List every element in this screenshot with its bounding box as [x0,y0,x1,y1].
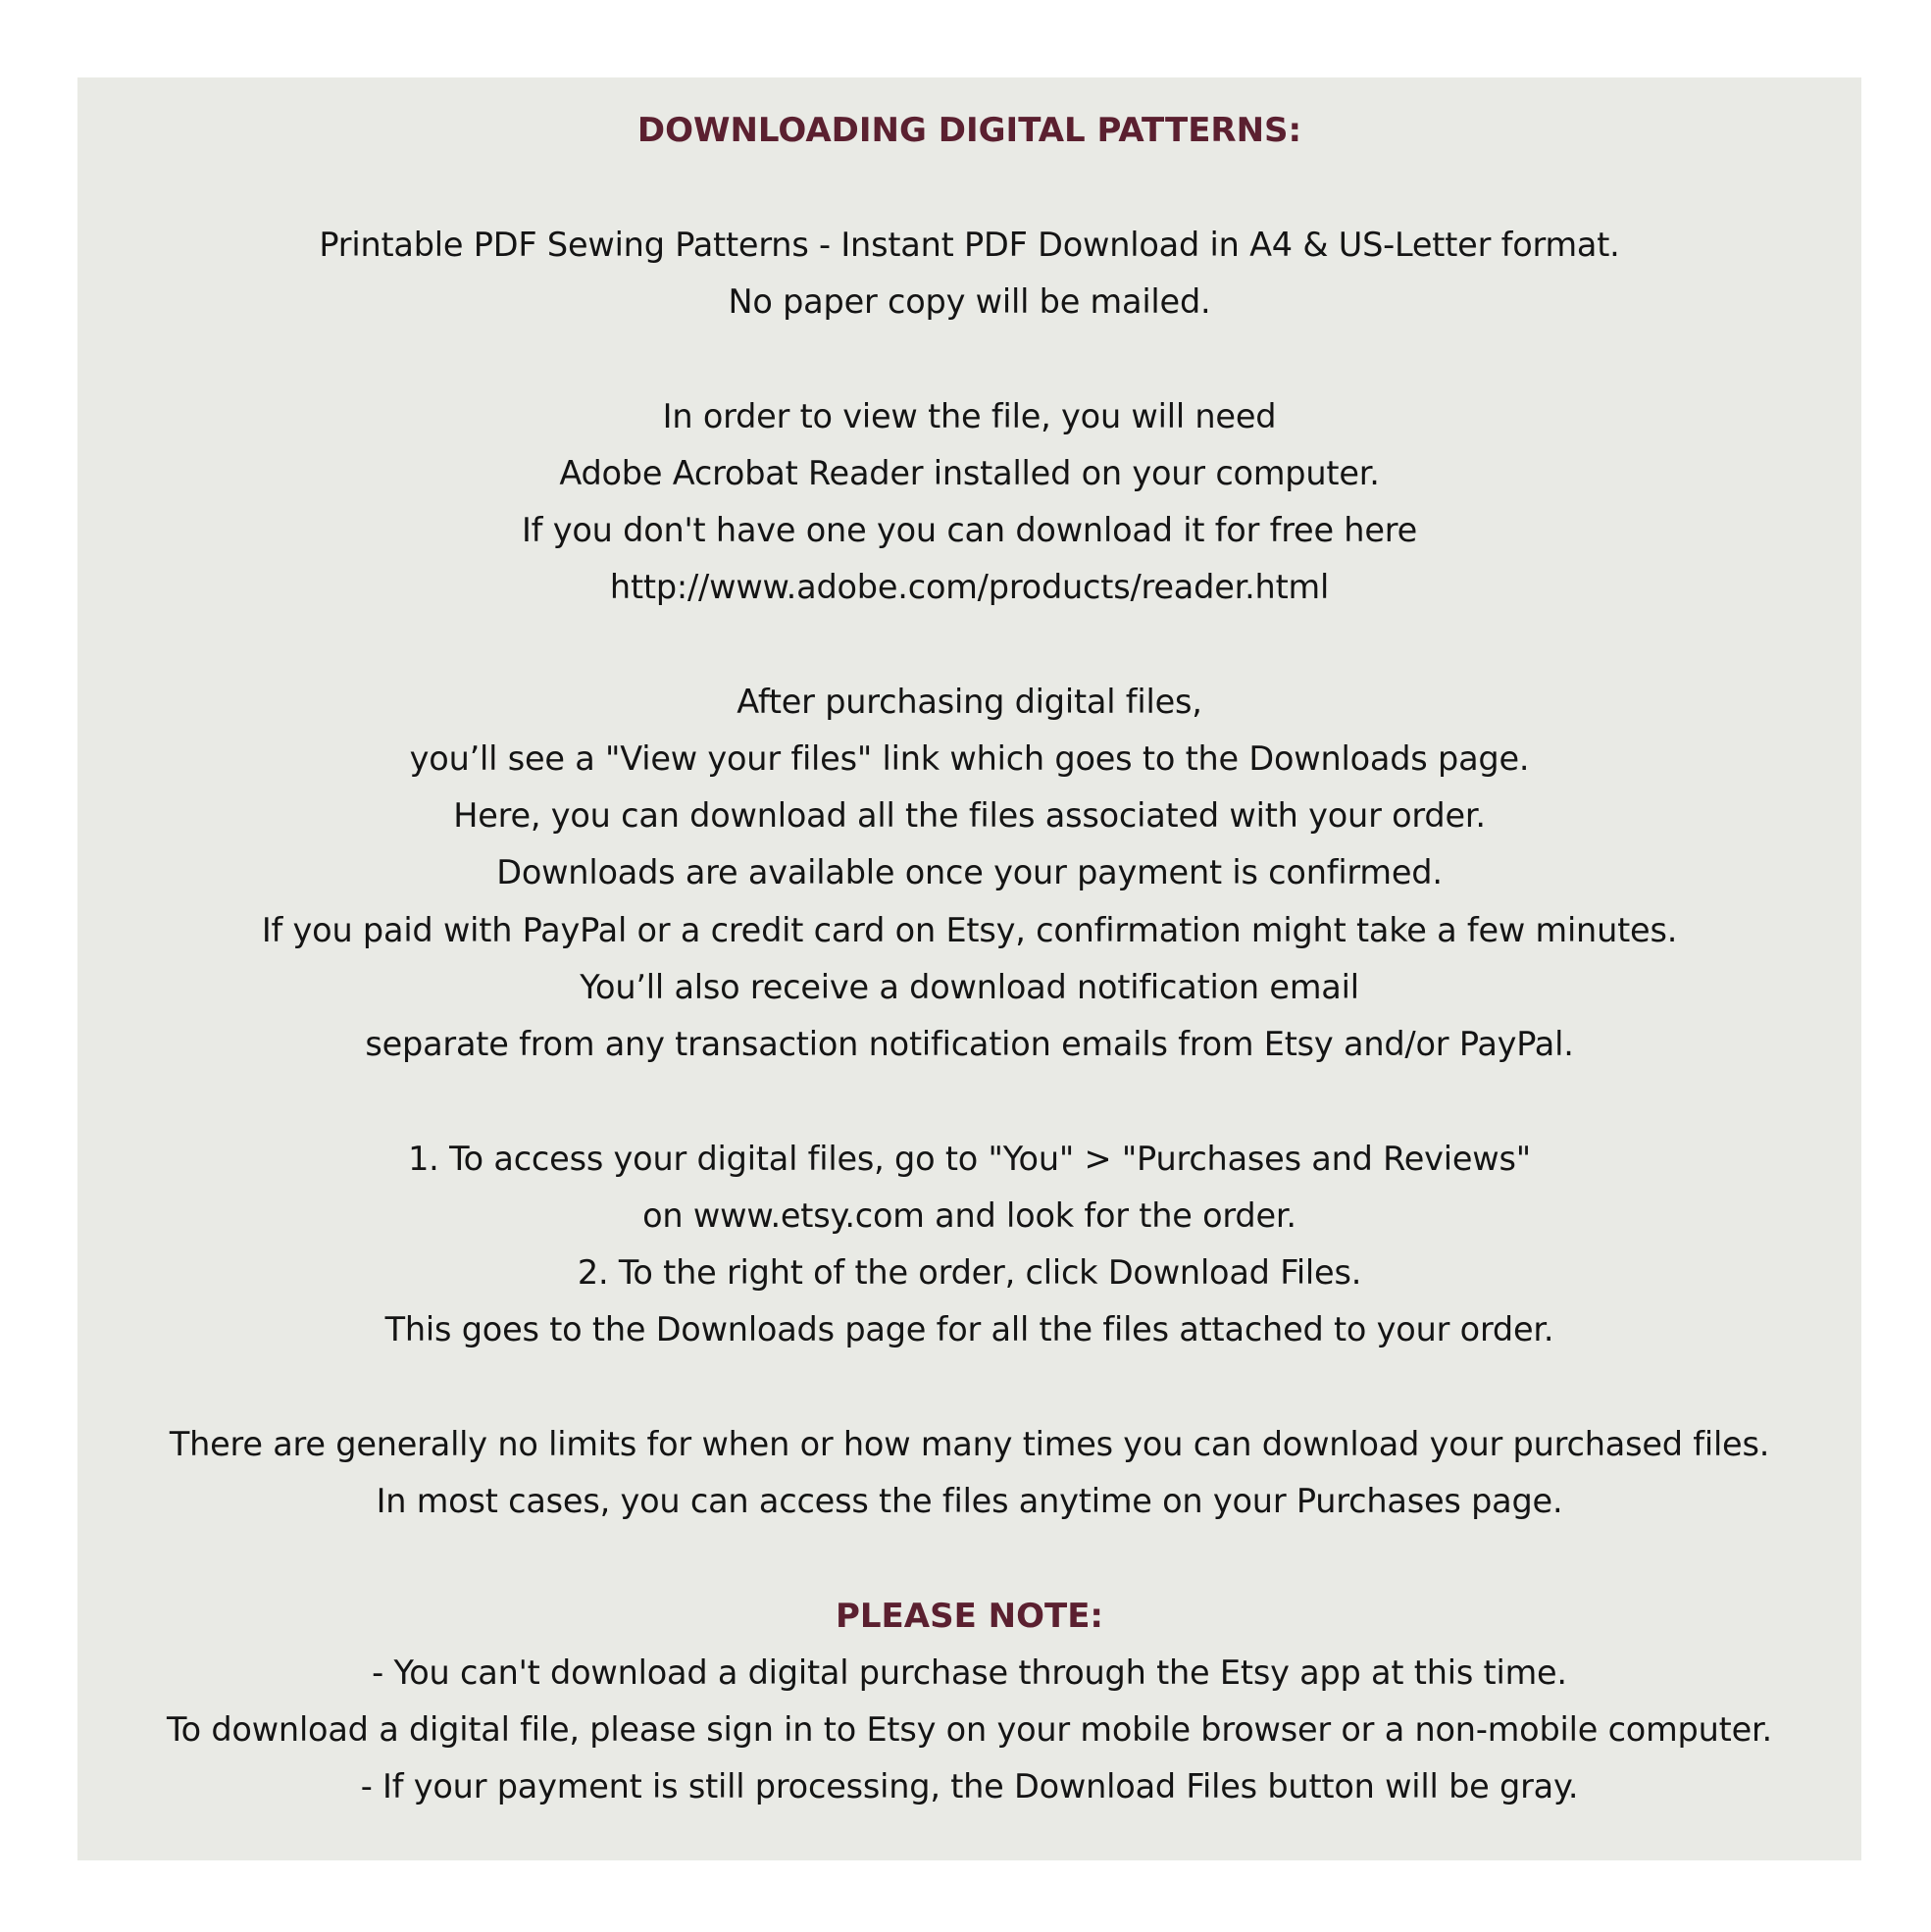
steps-line-1: 1. To access your digital files, go to "You" > "Purchases and Reviews" [408,1140,1531,1178]
after-purchase-line-2: you’ll see a "View your files" link which goes to the Downloads page. [409,739,1530,778]
page-title: DOWNLOADING DIGITAL PATTERNS: [636,111,1302,150]
intro-line-2: No paper copy will be mailed. [728,282,1211,321]
reader-line-2: Adobe Acrobat Reader installed on your computer. [559,454,1380,492]
reader-line-1: In order to view the file, you will need [662,397,1277,435]
steps-line-4: This goes to the Downloads page for all the files attached to your order. [384,1310,1554,1348]
after-purchase-line-3: Here, you can download all the files associated with your order. [453,796,1486,835]
please-note-heading: PLEASE NOTE: [835,1597,1104,1636]
adobe-reader-link[interactable]: http://www.adobe.com/products/reader.html [609,568,1330,606]
limits-line-1: There are generally no limits for when or how many times you can download your purchased files. [169,1425,1770,1463]
note-line-1: - You can't download a digital purchase through the Etsy app at this time. [372,1653,1567,1692]
steps-line-2: on www.etsy.com and look for the order. [642,1196,1296,1235]
after-purchase-line-1: After purchasing digital files, [737,683,1202,721]
after-purchase-line-6: You’ll also receive a download notification email [580,968,1359,1006]
after-purchase-line-4: Downloads are available once your payment is confirmed. [496,853,1443,891]
after-purchase-line-7: separate from any transaction notification emails from Etsy and/or PayPal. [365,1025,1574,1063]
note-line-2: To download a digital file, please sign in to Etsy on your mobile browser or a non-mobile computer. [167,1710,1772,1749]
info-panel [77,77,1861,1860]
reader-line-3: If you don't have one you can download it for free here [522,511,1417,549]
after-purchase-line-5: If you paid with PayPal or a credit card on Etsy, confirmation might take a few minutes. [261,911,1678,949]
intro-line-1: Printable PDF Sewing Patterns - Instant PDF Download in A4 & US-Letter format. [319,226,1620,264]
limits-line-2: In most cases, you can access the files anytime on your Purchases page. [376,1482,1563,1520]
steps-line-3: 2. To the right of the order, click Download Files. [577,1253,1362,1292]
note-line-3: - If your payment is still processing, the Download Files button will be gray. [360,1767,1579,1805]
